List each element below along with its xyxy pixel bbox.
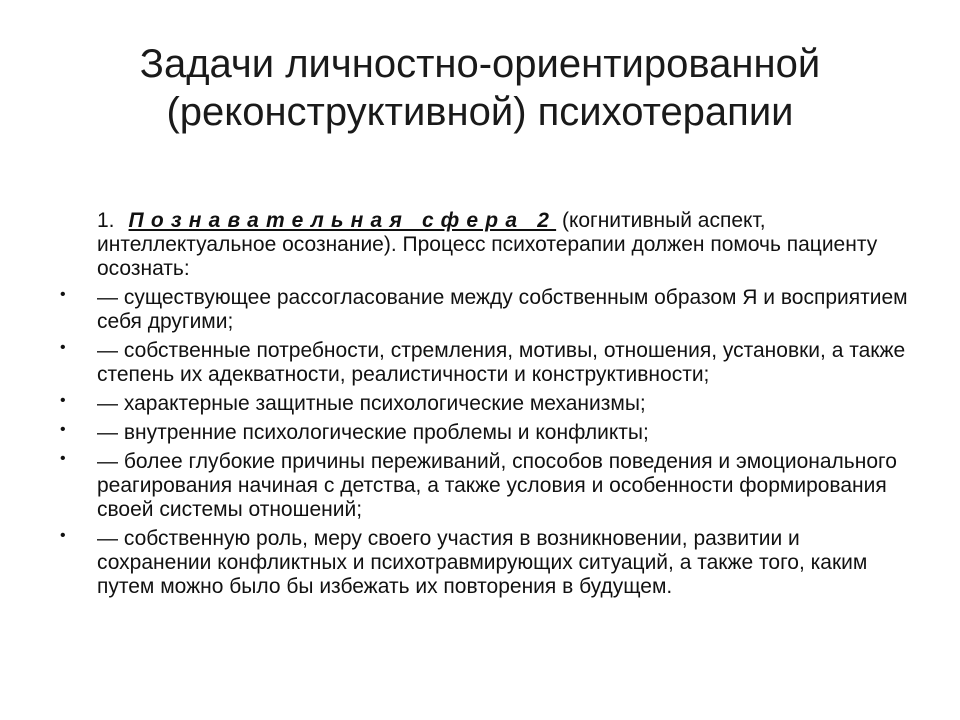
bullet-item <box>54 421 914 445</box>
bullet-item <box>54 339 914 387</box>
bullet-text: — внутренние психологические проблемы и конфликты; <box>97 421 649 444</box>
bullet-text: — характерные защитные психологические механизмы; <box>97 392 646 415</box>
intro-paragraph <box>54 209 914 281</box>
bullet-icon: • <box>60 421 66 438</box>
bullet-icon: • <box>60 527 66 544</box>
intro-number: 1. <box>97 209 115 232</box>
slide-title-line-1: Задачи личностно-ориентированной <box>139 42 821 86</box>
bullet-item <box>54 392 914 416</box>
intro-text: (когнитивный аспект, интеллектуальное осознание). Процесс психотерапии должен помочь пациенту осознать: <box>97 209 878 280</box>
bullet-item <box>54 286 914 334</box>
bullet-text: — более глубокие причины переживаний, способов поведения и эмоционального реагирования начиная с детства, а также условия и особенности формирования своей системы отношений; <box>97 450 897 521</box>
bullet-text: — существующее рассогласование между собственным образом Я и восприятием себя другими; <box>97 286 908 333</box>
slide-content <box>54 209 914 604</box>
bullet-icon: • <box>60 286 66 303</box>
bullet-text: — собственную роль, меру своего участия в возникновении, развитии и сохранении конфликтных и психотравмирующих ситуаций, а также того, каким путем можно было бы избежать их повторения в будущем. <box>97 527 868 598</box>
slide-title-line-2: (реконструктивной) психотерапии <box>166 90 794 134</box>
bullet-icon: • <box>60 339 66 356</box>
bullet-icon: • <box>60 450 66 467</box>
bullet-item <box>54 527 914 599</box>
intro-term: Познавательная сфера 2 <box>128 209 557 232</box>
bullet-text: — собственные потребности, стремления, мотивы, отношения, установки, а также степень их адекватности, реалистичности и конструктивности; <box>97 339 906 386</box>
slide-title <box>40 40 920 136</box>
bullet-item <box>54 450 914 522</box>
bullet-icon: • <box>60 392 66 409</box>
